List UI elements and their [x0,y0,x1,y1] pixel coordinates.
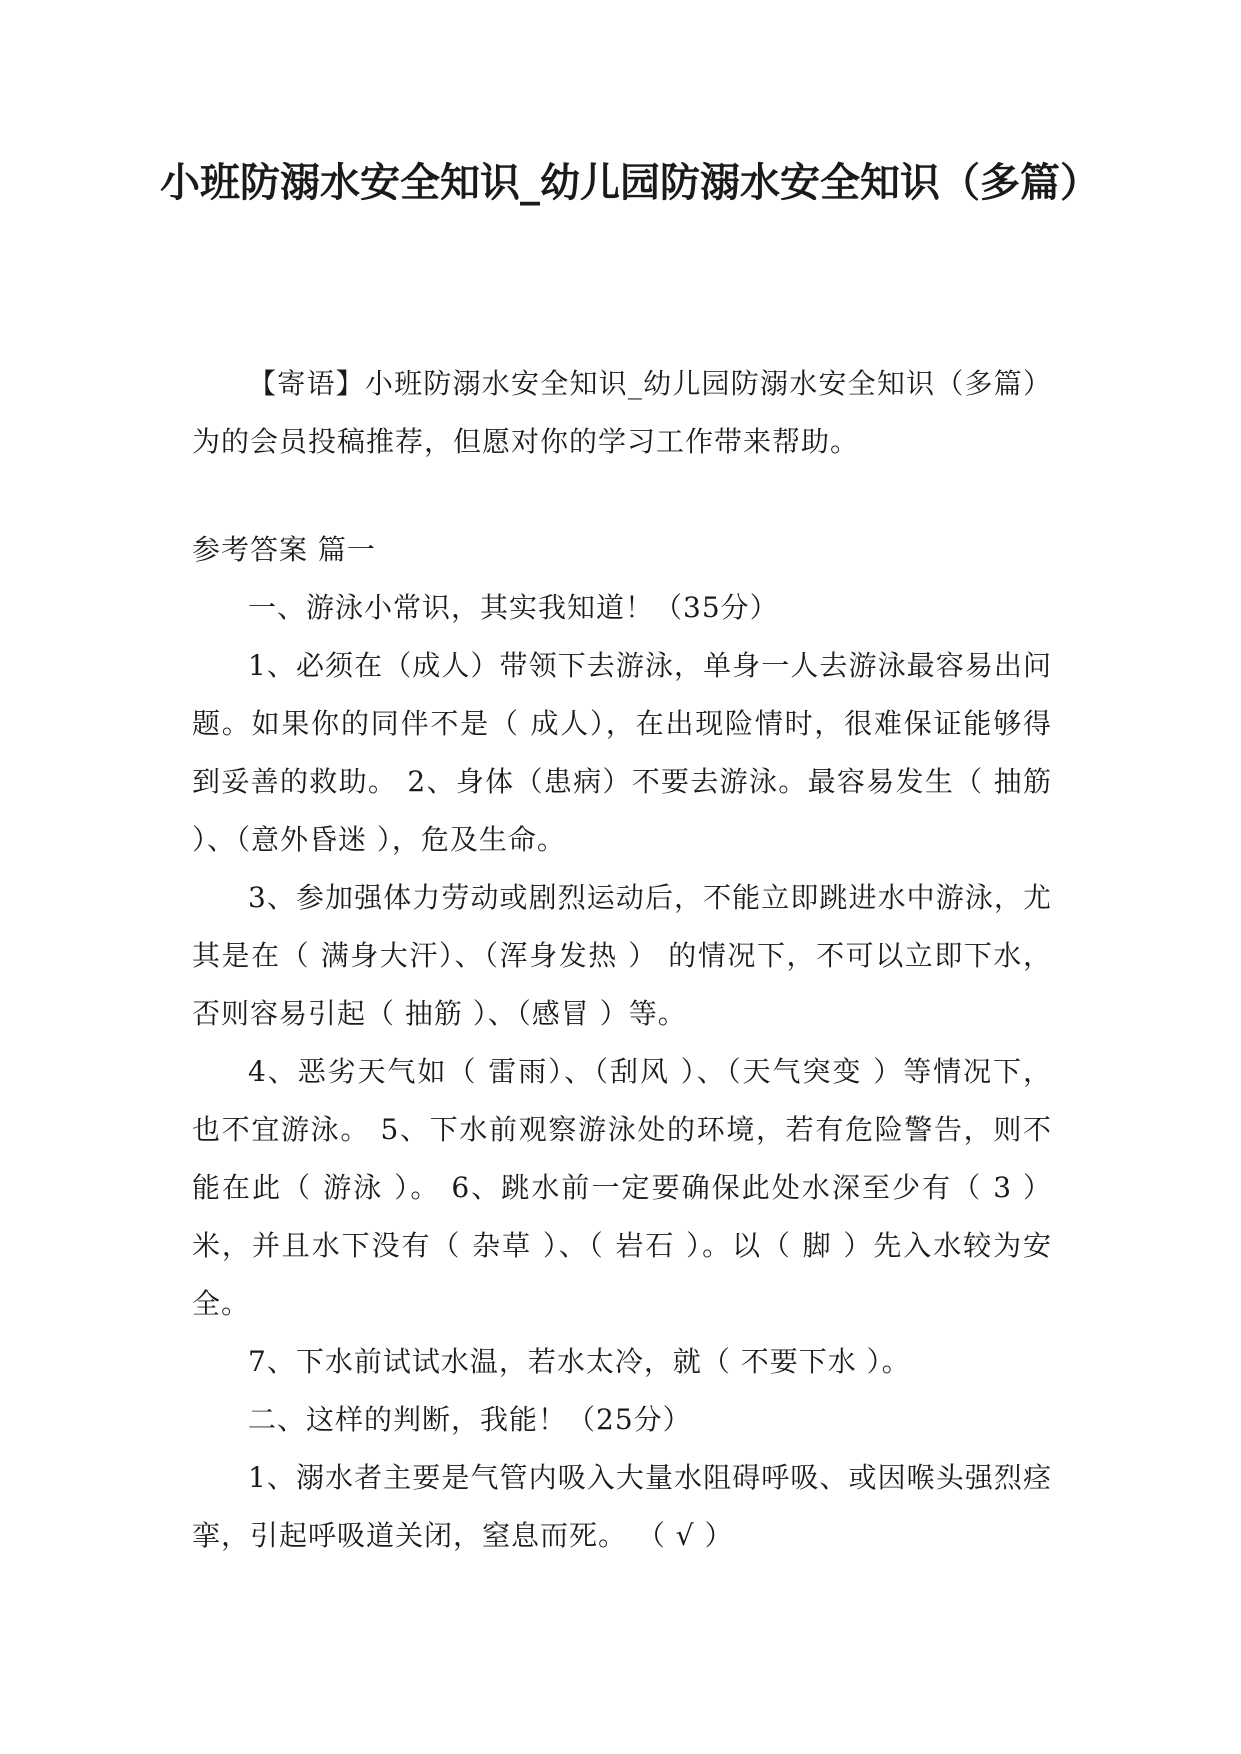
answer-paragraph: 3、参加强体力劳动或剧烈运动后，不能立即跳进水中游泳，尤其是在（ 满身大汗）、（浑身发热 ） 的情况下，不可以立即下水，否则容易引起（ 抽筋 ）、（感冒 ）等。 [192,881,1052,1030]
document-body [192,355,1052,1565]
question-heading: 二、这样的判断，我能！（25分） [248,1403,692,1436]
answer-paragraph: 7、下水前试试水温，若水太冷，就（ 不要下水 ）。 [248,1345,911,1378]
question-heading: 一、游泳小常识，其实我知道！（35分） [248,591,779,624]
foreword-paragraph: 【寄语】小班防溺水安全知识_幼儿园防溺水安全知识（多篇）为的会员投稿推荐，但愿对你的学习工作带来帮助。 [192,367,1052,458]
answer-paragraph: 1、必须在（成人）带领下去游泳，单身一人去游泳最容易出问题。如果你的同伴不是（ 成人），在出现险情时，很难保证能够得到妥善的救助。 2、身体（患病）不要去游泳。最容易发生（ 抽筋 ）、（意外昏迷 ），危及生命。 [192,649,1052,856]
answer-paragraph: 1、溺水者主要是气管内吸入大量水阻碍呼吸、或因喉头强烈痉挛，引起呼吸道关闭，窒息而死。 （ √ ） [192,1461,1052,1552]
section-heading: 参考答案 篇一 [192,533,376,566]
answer-paragraph: 4、恶劣天气如（ 雷雨）、（刮风 ）、（天气突变 ）等情况下，也不宜游泳。 5、下水前观察游泳处的环境，若有危险警告，则不能在此（ 游泳 ）。 6、跳水前一定要确保此处水深至少有（ 3 ）米，并且水下没有（ 杂草 ）、（ 岩石 ）。以（ 脚 ）先入水较为安全。 [192,1055,1052,1320]
document-title: 小班防溺水安全知识_幼儿园防溺水安全知识（多篇） [160,159,1100,206]
